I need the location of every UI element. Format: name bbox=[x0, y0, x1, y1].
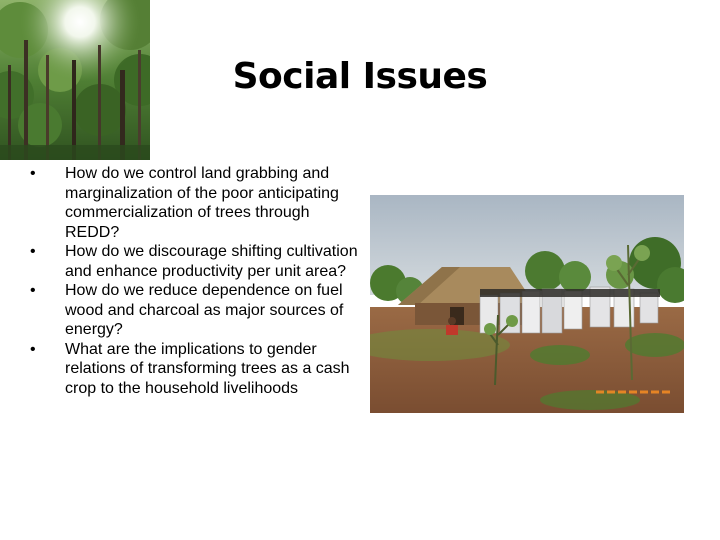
bullet-item bbox=[30, 340, 360, 399]
bullet-item bbox=[30, 242, 360, 281]
village-photo bbox=[370, 195, 684, 413]
slide-title: Social Issues bbox=[232, 56, 488, 97]
bullet-text: What are the implications to gender relations of transforming trees as a cash crop to the household livelihoods bbox=[65, 340, 350, 397]
bullet-text: How do we reduce dependence on fuel wood and charcoal as major sources of energy? bbox=[65, 282, 344, 338]
bullet-item bbox=[30, 164, 360, 242]
bullet-dot: • bbox=[30, 165, 36, 182]
bullet-dot: • bbox=[30, 340, 36, 358]
bullet-list bbox=[30, 164, 360, 398]
bullet-text: How do we control land grabbing and marginalization of the poor anticipating commercialization of trees through REDD? bbox=[65, 165, 339, 241]
bullet-item bbox=[30, 281, 360, 340]
bullet-text: How do we discourage shifting cultivation and enhance productivity per unit area? bbox=[65, 243, 358, 280]
forest-photo bbox=[0, 0, 150, 160]
bullet-dot: • bbox=[30, 282, 36, 299]
bullet-dot: • bbox=[30, 243, 36, 260]
